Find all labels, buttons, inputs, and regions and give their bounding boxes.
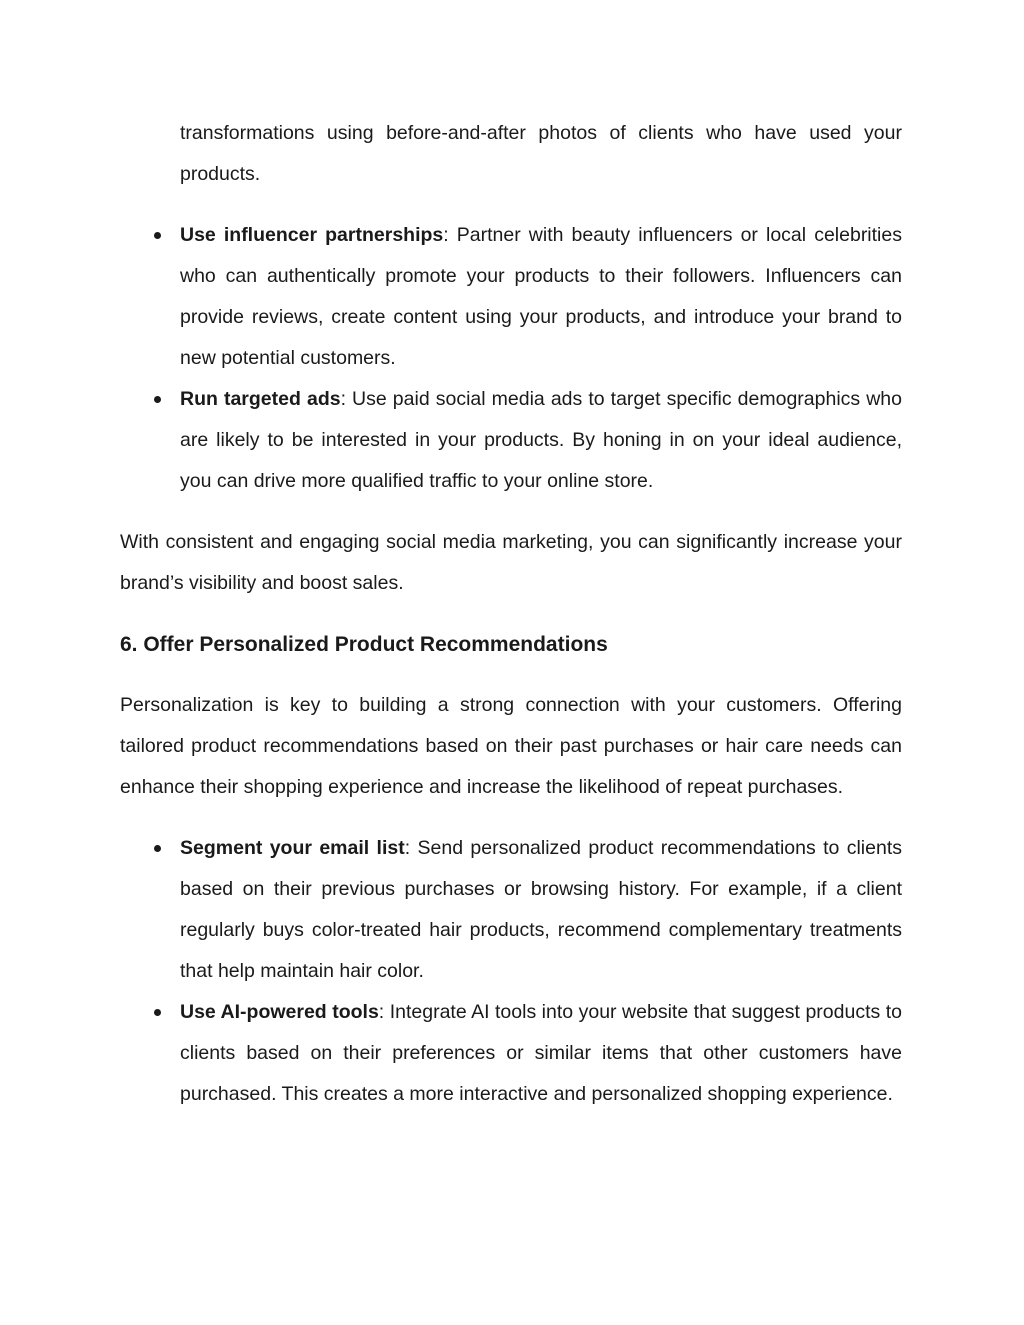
list-item-lead: Run targeted ads — [180, 388, 341, 410]
list-item-body: : Use paid social media ads to target specific demographics who are likely to be interested in your products. By honing in on your ideal audience, you can drive more qualified traffic to your online store. — [180, 388, 902, 492]
marketing-bullet-list — [120, 215, 902, 502]
list-item-lead: Segment your email list — [180, 837, 405, 859]
list-item-lead: Use influencer partnerships — [180, 224, 444, 246]
closing-paragraph — [120, 522, 902, 604]
recommendation-bullet-list — [120, 828, 902, 1115]
list-item-body: : Partner with beauty influencers or local celebrities who can authentically promote your products to their followers. Influencers can provide reviews, create content using your products, and introduce your brand to new potential customers. — [180, 224, 902, 369]
continuation-paragraph-text: transformations using before-and-after photos of clients who have used your products. — [180, 122, 902, 185]
closing-paragraph-text: With consistent and engaging social media marketing, you can significantly increase your brand’s visibility and boost sales. — [120, 531, 902, 594]
section-intro-paragraph — [120, 685, 902, 808]
list-item-body: : Integrate AI tools into your website that suggest products to clients based on their preferences or similar items that other customers have purchased. This creates a more interactive and personalized shopping experience. — [180, 1001, 902, 1105]
list-item-targeted-ads — [180, 379, 902, 502]
section-intro-text: Personalization is key to building a strong connection with your customers. Offering tailored product recommendations based on their past purchases or hair care needs can enhance their shopping experience and increase the likelihood of repeat purchases. — [120, 694, 902, 798]
continuation-paragraph — [180, 113, 902, 195]
section-heading: 6. Offer Personalized Product Recommendations — [120, 633, 608, 656]
list-item-lead: Use AI-powered tools — [180, 1001, 379, 1023]
list-item-body: : Send personalized product recommendations to clients based on their previous purchases or browsing history. For example, if a client regularly buys color-treated hair products, recommend complementary treatments that help maintain hair color. — [180, 837, 902, 982]
list-item-ai-powered-tools — [180, 992, 902, 1115]
list-item-segment-email-list — [180, 828, 902, 992]
list-item-influencer-partnerships — [180, 215, 902, 379]
